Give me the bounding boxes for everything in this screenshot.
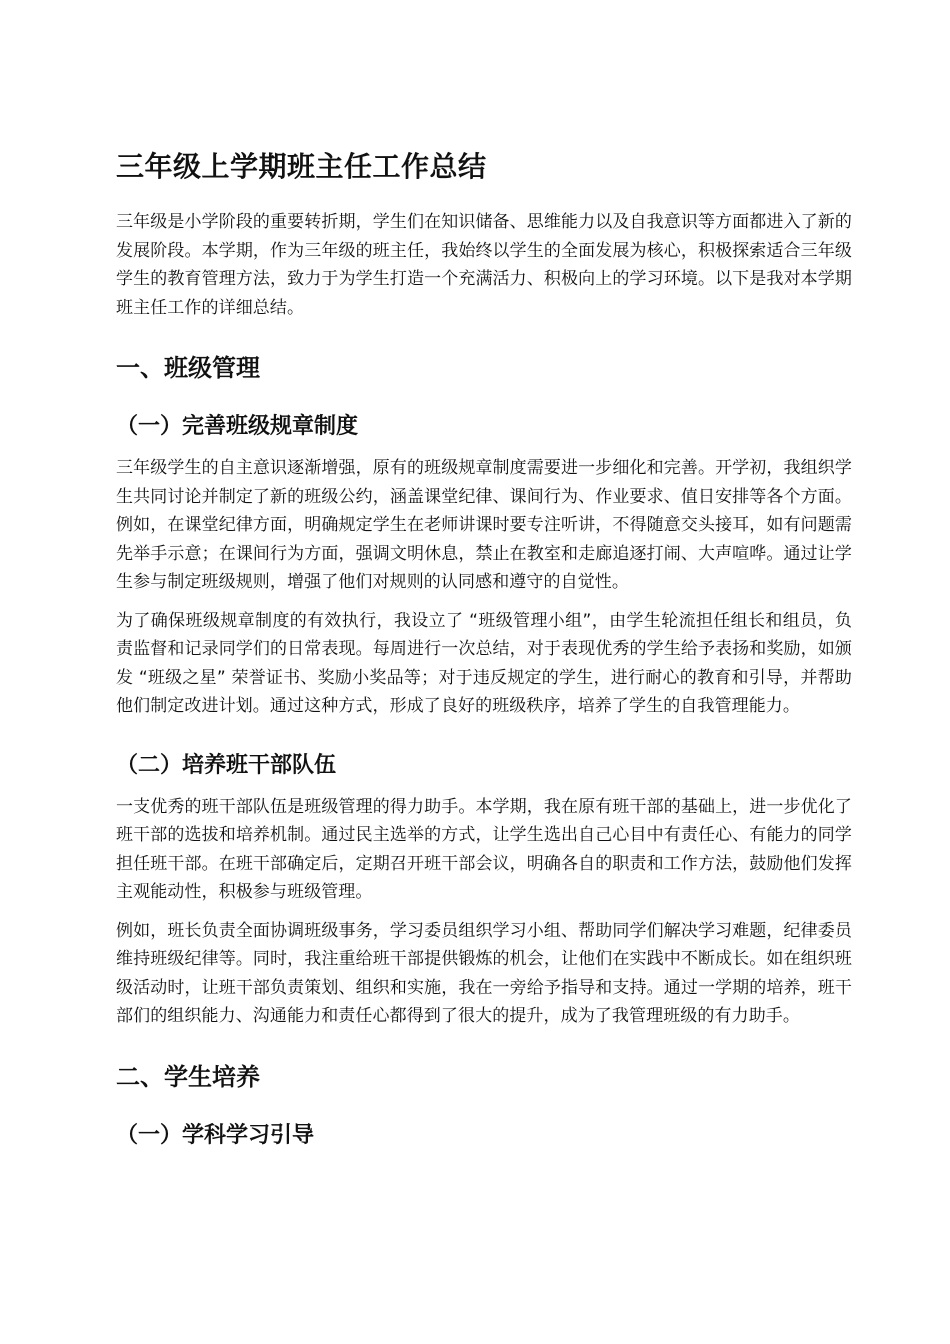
paragraph: 一支优秀的班干部队伍是班级管理的得力助手。本学期，我在原有班干部的基础上，进一步优化了班干部的选拔和培养机制。通过民主选举的方式，让学生选出自己心目中有责任心、有能力的同学担任班干部。在班干部确定后，定期召开班干部会议，明确各自的职责和工作方法，鼓励他们发挥主观能动性，积极参与班级管理。	[116, 796, 852, 902]
document-page	[116, 146, 852, 1151]
document-title: 三年级上学期班主任工作总结	[116, 150, 487, 183]
section-heading-class-management: 一、班级管理	[116, 354, 260, 382]
subsection-heading-rules: （一）完善班级规章制度	[116, 414, 359, 439]
subsection-heading-subject-learning: （一）学科学习引导	[116, 1122, 315, 1148]
paragraph: 三年级学生的自主意识逐渐增强，原有的班级规章制度需要进一步细化和完善。开学初，我组织学生共同讨论并制定了新的班级公约，涵盖课堂纪律、课间行为、作业要求、值日安排等各个方面。例如，在课堂纪律方面，明确规定学生在老师讲课时要专注听讲，不得随意交头接耳，如有问题需先举手示意；在课间行为方面，强调文明休息，禁止在教室和走廊追逐打闹、大声喧哗。通过让学生参与制定班级规则，增强了他们对规则的认同感和遵守的自觉性。	[116, 458, 852, 592]
paragraph: 为了确保班级规章制度的有效执行，我设立了 “班级管理小组”，由学生轮流担任组长和组员，负责监督和记录同学们的日常表现。每周进行一次总结，对于表现优秀的学生给予表扬和奖励，如颁发 “班级之星” 荣誉证书、奖励小奖品等；对于违反规定的学生，进行耐心的教育和引导，并帮助他们制定改进计划。通过这种方式，形成了良好的班级秩序，培养了学生的自我管理能力。	[116, 610, 852, 716]
section-heading-student-development: 二、学生培养	[116, 1062, 260, 1091]
subsection-heading-class-cadres: （二）培养班干部队伍	[116, 752, 337, 778]
intro-paragraph: 三年级是小学阶段的重要转折期，学生们在知识储备、思维能力以及自我意识等方面都进入了新的发展阶段。本学期，作为三年级的班主任，我始终以学生的全面发展为核心，积极探索适合三年级学生的教育管理方法，致力于为学生打造一个充满活力、积极向上的学习环境。以下是我对本学期班主任工作的详细总结。	[116, 212, 852, 318]
paragraph: 例如，班长负责全面协调班级事务，学习委员组织学习小组、帮助同学们解决学习难题，纪律委员维持班级纪律等。同时，我注重给班干部提供锻炼的机会，让他们在实践中不断成长。如在组织班级活动时，让班干部负责策划、组织和实施，我在一旁给予指导和支持。通过一学期的培养，班干部们的组织能力、沟通能力和责任心都得到了很大的提升，成为了我管理班级的有力助手。	[116, 920, 852, 1026]
